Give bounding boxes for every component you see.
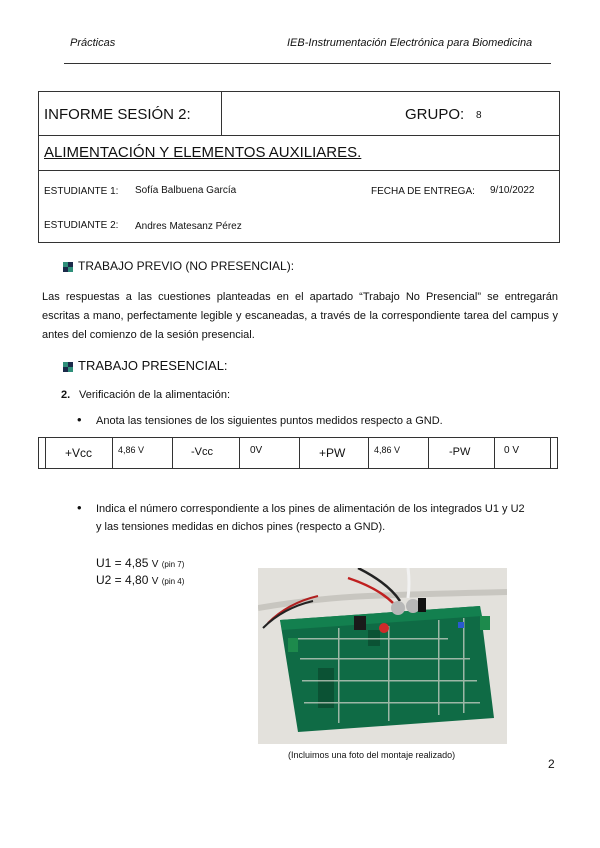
student2-name: Andres Matesanz Pérez xyxy=(135,221,242,232)
report-title: ALIMENTACIÓN Y ELEMENTOS AUXILIARES. xyxy=(44,144,362,161)
table-cell-value: 4,86 V xyxy=(113,438,173,468)
table-cell-label: -PW xyxy=(429,438,495,468)
u2-reading: U2 = 4,80 V (pin 4) xyxy=(96,573,185,587)
info-divider xyxy=(221,92,222,135)
bullet-icon: • xyxy=(77,500,82,515)
table-cell-label: -Vcc xyxy=(173,438,240,468)
bullet2-line2: y las tensiones medidas en dichos pines (respecto a GND). xyxy=(96,521,386,533)
bullet1-text: Anota las tensiones de los siguientes puntos medidos respecto a GND. xyxy=(96,415,443,427)
previo-heading: TRABAJO PREVIO (NO PRESENCIAL): xyxy=(78,259,295,273)
student2-label: ESTUDIANTE 2: xyxy=(44,220,119,231)
presencial-heading: TRABAJO PRESENCIAL: xyxy=(78,358,228,373)
student1-name: Sofía Balbuena García xyxy=(135,185,237,196)
header-divider xyxy=(64,63,551,64)
bullet2-line1: Indica el número correspondiente a los pines de alimentación de los integrados U1 y U2 xyxy=(96,503,525,515)
group-value: 8 xyxy=(476,110,482,121)
table-cell-value: 0V xyxy=(240,438,300,468)
report-label: INFORME SESIÓN 2: xyxy=(44,106,191,123)
header-left: Prácticas xyxy=(70,37,116,49)
info-row-subject xyxy=(39,136,559,171)
table-cell-value: 4,86 V xyxy=(369,438,429,468)
pcb-illustration xyxy=(258,568,507,744)
photo-caption: (Incluimos una foto del montaje realizado) xyxy=(288,750,456,760)
info-row-title xyxy=(39,92,559,136)
date-value: 9/10/2022 xyxy=(490,185,535,196)
section-square-icon xyxy=(63,362,73,372)
table-cell-value: 0 V xyxy=(495,438,551,468)
section-square-icon xyxy=(63,262,73,272)
item-title: Verificación de la alimentación: xyxy=(79,389,231,401)
date-label: FECHA DE ENTREGA: xyxy=(371,186,475,197)
pcb-photo xyxy=(258,568,507,744)
voltage-table xyxy=(38,437,558,469)
previo-paragraph: Las respuestas a las cuestiones planteadas en el apartado “Trabajo No Presencial” se entregarán escritas a mano, perfectamente legible y escaneadas, a través de la correspondiente tarea del campus y antes del comienzo de la sesión presencial. xyxy=(42,291,558,341)
table-cell-label: +Vcc xyxy=(46,438,113,468)
student1-label: ESTUDIANTE 1: xyxy=(44,186,119,197)
page-number: 2 xyxy=(548,757,555,771)
bullet-icon: • xyxy=(77,412,82,427)
header-right: IEB-Instrumentación Electrónica para Biomedicina xyxy=(287,37,533,49)
u1-reading: U1 = 4,85 V (pin 7) xyxy=(96,556,185,570)
item-number: 2. xyxy=(61,389,71,401)
info-box xyxy=(38,91,560,243)
table-cell-label: +PW xyxy=(300,438,369,468)
group-label: GRUPO: xyxy=(405,106,465,123)
